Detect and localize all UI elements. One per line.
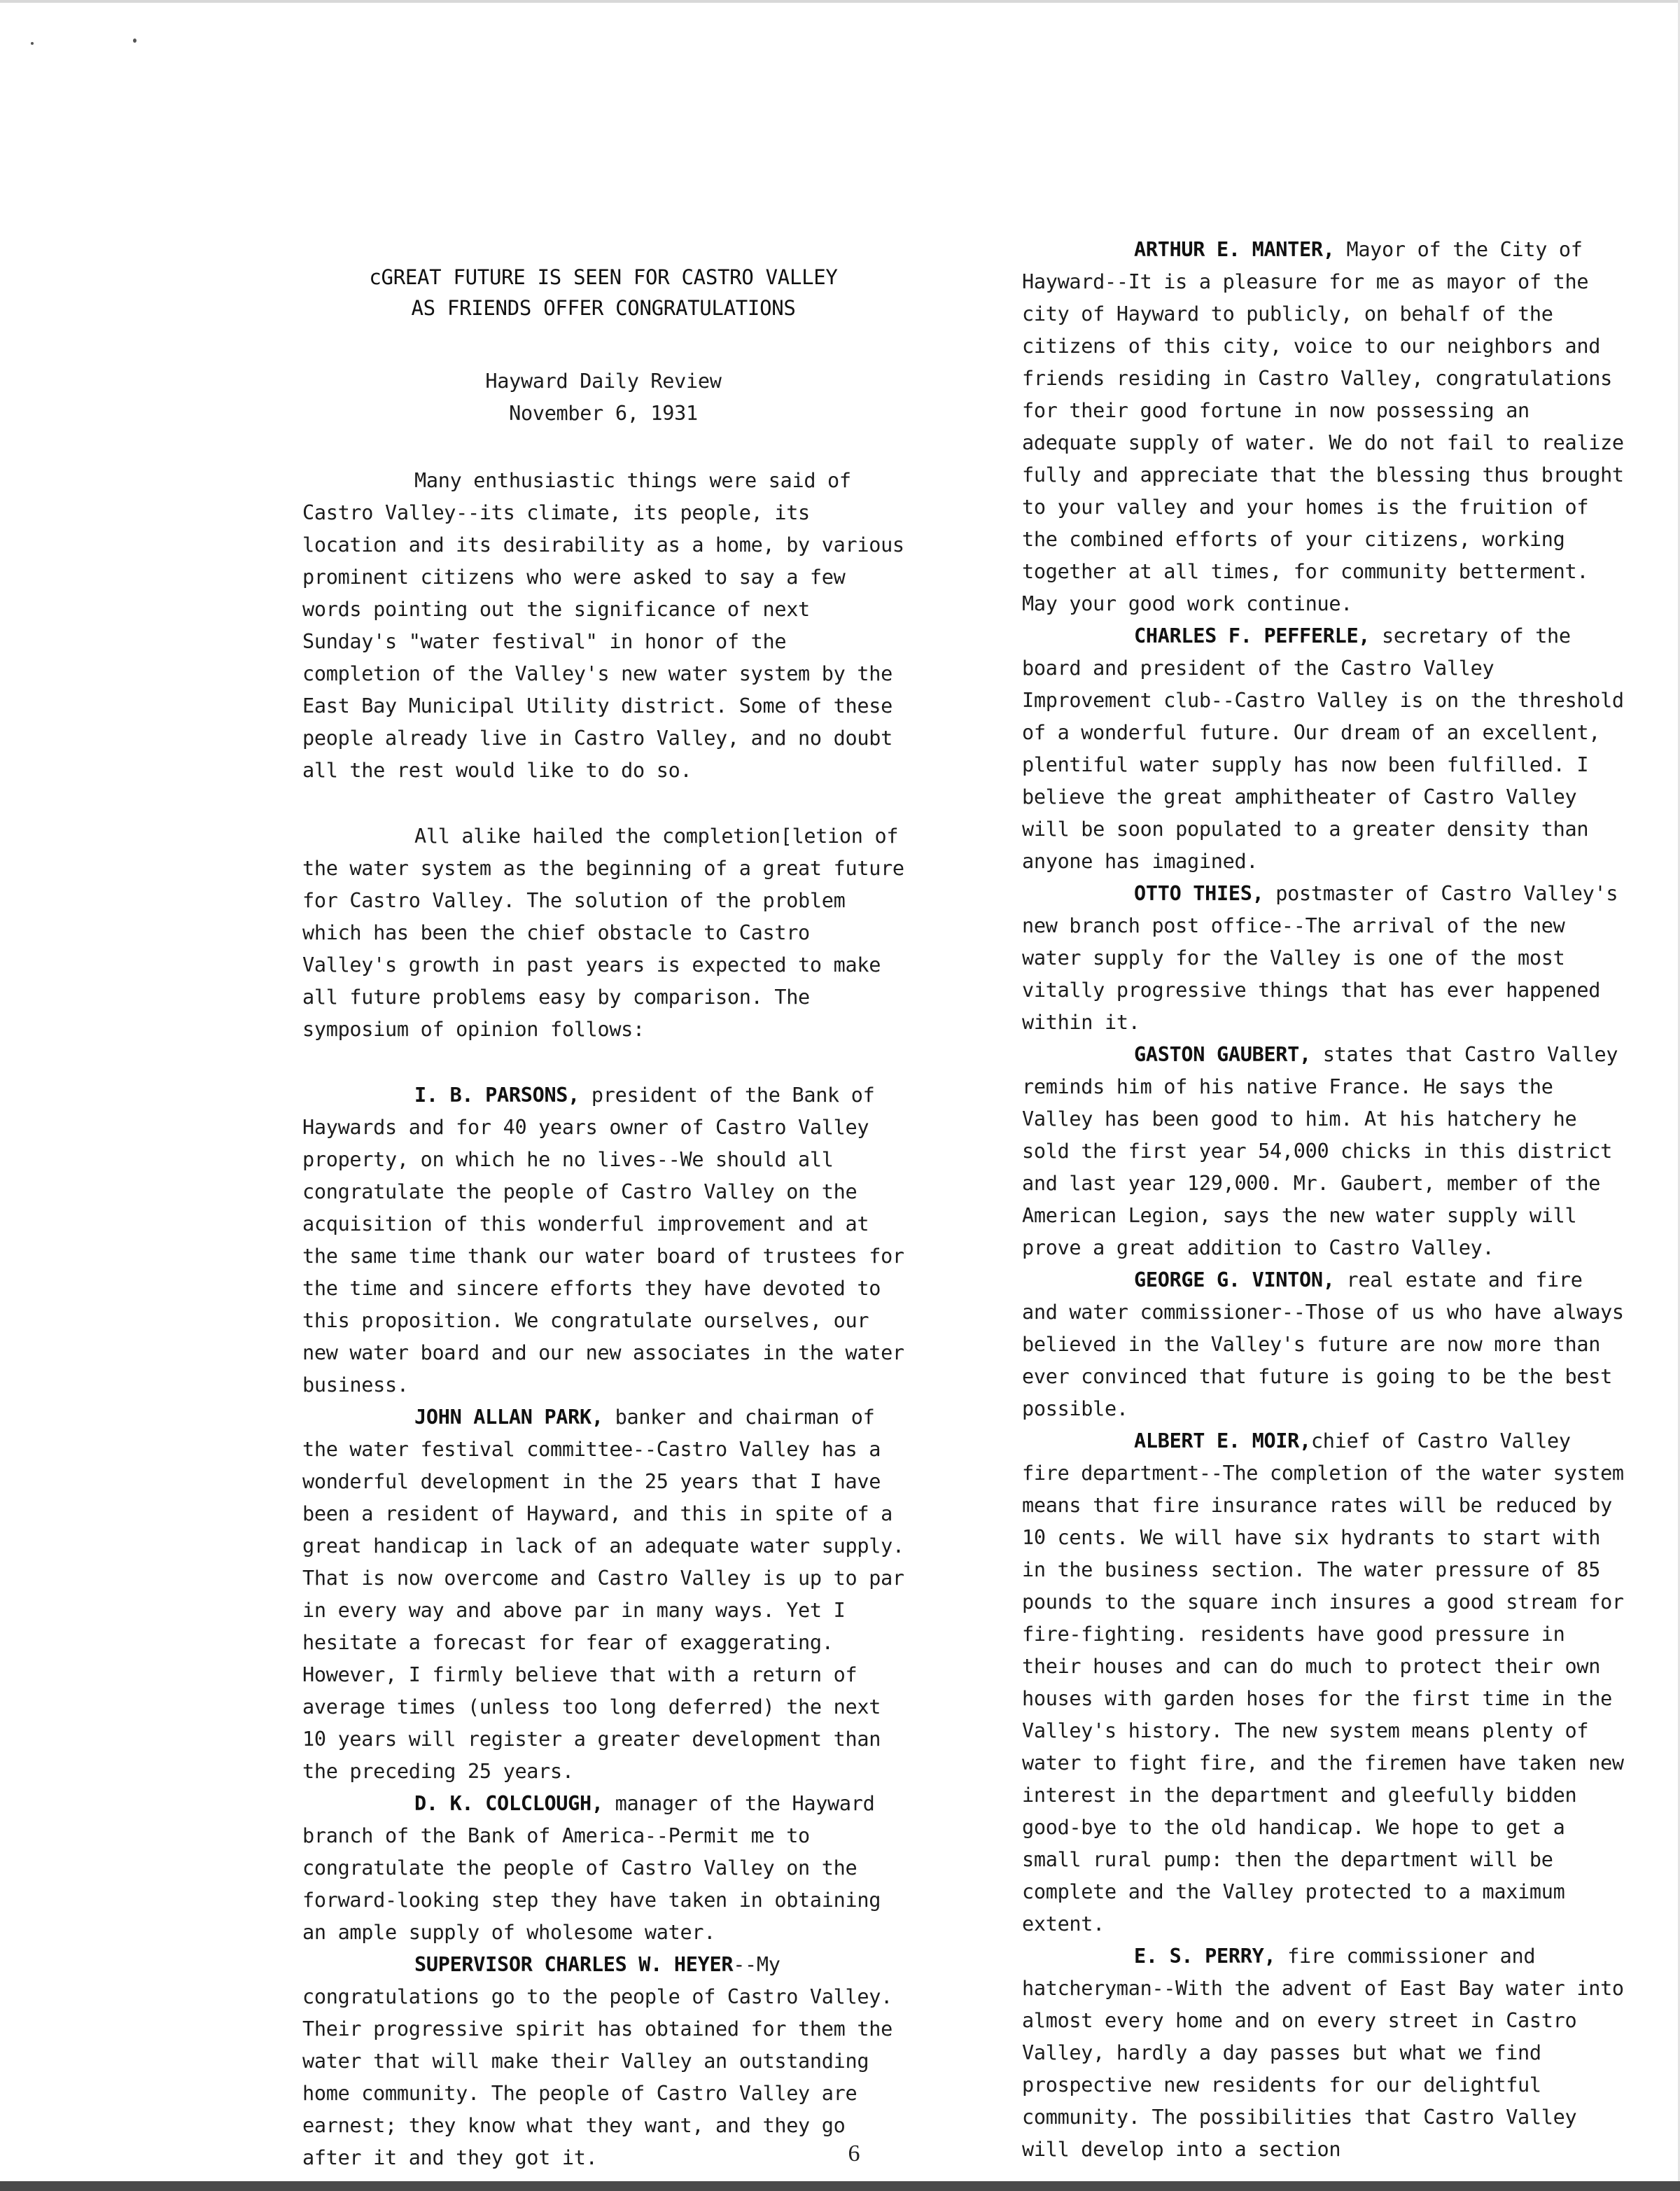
statement-text: secretary of the board and president of the Castro Valley Improvement club--Castro Valley is on the threshold of a wonderful future. Our dream of an excellent, plentiful water supply has now been fulfilled. I believe the great amphitheater of Castro Valley will be soon populated to a greater density than anyone has imagined. [1022, 624, 1624, 873]
scan-speck [133, 38, 136, 43]
speaker-name: JOHN ALLAN PARK, [414, 1406, 603, 1429]
statement-text: --My congratulations go to the people of Castro Valley. Their progressive spirit has obtained for them the water that will make their Valley an outstanding home community. The people of Castro Valley are earnest; they know what they want, and they go after it and they got it. [302, 1953, 892, 2169]
scan-edge-top [0, 0, 1680, 3]
statement-text: manager of the Hayward branch of the Bank of America--Permit me to congratulate the people of Castro Valley on the forward-looking step they have taken in obtaining an ample supply of wholesome water. [302, 1792, 881, 1944]
statement-heyer [302, 1949, 904, 2174]
speaker-name: ALBERT E. MOIR, [1134, 1429, 1311, 1452]
headline: cGREAT FUTURE IS SEEN FOR CASTRO VALLEY AS FRIENDS OFFER CONGRATULATIONS [369, 265, 838, 320]
statement-vinton [1022, 1264, 1624, 1425]
date: November 6, 1931 [509, 402, 698, 425]
dateline [302, 365, 904, 430]
statement-text: banker and chairman of the water festival committee--Castro Valley has a wonderful development in the 25 years that I have been a resident of Hayward, and this in spite of a great handicap in lack of an adequate water supply. That is now overcome and Castro Valley is up to par in every way and above par in many ways. Yet I hesitate a forecast for fear of exaggerating. However, I firmly believe that with a return of average times (unless too long deferred) the next 10 years will register a greater development than the preceding 25 years. [302, 1406, 904, 1783]
second-paragraph: All alike hailed the completion[letion of the water system as the beginning of a great future for Castro Valley. The solution of the problem which has been the chief obstacle to Castro Valley's growth in past years is expected to make all future problems easy by comparison. The symposium of opinion follows: [302, 825, 904, 1041]
statement-parsons [302, 1079, 904, 1401]
speaker-name: I. B. PARSONS, [414, 1084, 580, 1107]
source: Hayward Daily Review [485, 370, 722, 393]
speaker-name: E. S. PERRY, [1134, 1945, 1276, 1968]
statement-text: fire commissioner and hatcheryman--With the advent of East Bay water into almost every home and on every street in Castro Valley, hardly a day passes but what we find prospective new residents for our delightful community. The possibilities that Castro Valley will develop into a section [1022, 1945, 1624, 2161]
scan-edge-bottom [0, 2181, 1680, 2191]
speaker-name: ARTHUR E. MANTER, [1134, 238, 1335, 261]
statement-text: Mayor of the City of Hayward--It is a pleasure for me as mayor of the city of Hayward to publicly, on behalf of the citizens of this city, voice to our neighbors and friends residing in Castro Valley, congratulations for their good fortune in now possessing an adequate supply of water. We do not fail to realize fully and appreciate that the blessing thus brought to your valley and your homes is the fruition of the combined efforts of your citizens, working together at all times, for community betterment. May your good work continue. [1022, 238, 1624, 615]
statement-perry [1022, 1940, 1624, 2166]
statement-text: chief of Castro Valley fire department--The completion of the water system means that fire insurance rates will be reduced by 10 cents. We will have six hydrants to start with in the business section. The water pressure of 85 pounds to the square inch insures a good stream for fire-fighting. residents have good pressure in their houses and can do much to protect their own houses with garden hoses for the first time in the Valley's history. The new system means plenty of water to fight fire, and the firemen have taken new interest in the department and gleefully bidden good-bye to the old handicap. We hope to get a small rural pump: then the department will be complete and the Valley protected to a maximum extent. [1022, 1429, 1624, 1935]
statement-text: postmaster of Castro Valley's new branch post office--The arrival of the new water supply for the Valley is one of the most vitally progressive things that has ever happened within it. [1022, 882, 1618, 1034]
speaker-name: CHARLES F. PEFFERLE, [1134, 624, 1371, 648]
page-number: 6 [848, 2141, 860, 2166]
intro-paragraph: Many enthusiastic things were said of Castro Valley--its climate, its people, its location and its desirability as a home, by various prominent citizens who were asked to say a few words pointing out the significance of next Sunday's "water festival" in honor of the completion of the Valley's new water system by the East Bay Municipal Utility district. Some of these people already live in Castro Valley, and no doubt all the rest would like to do so. [302, 469, 904, 782]
statement-pefferle [1022, 620, 1624, 878]
speaker-name: GASTON GAUBERT, [1134, 1043, 1311, 1066]
statement-text: states that Castro Valley reminds him of his native France. He says the Valley has been good to him. At his hatchery he sold the first year 54,000 chicks in this district and last year 129,000. Mr. Gaubert, member of the American Legion, says the new water supply will prove a great addition to Castro Valley. [1022, 1043, 1618, 1259]
statement-thies [1022, 878, 1624, 1039]
speaker-name: OTTO THIES, [1134, 882, 1264, 905]
statement-gaubert [1022, 1039, 1624, 1264]
statement-text: real estate and fire and water commissioner--Those of us who have always believed in the Valley's future are now more than ever convinced that future is going to be the best possible. [1022, 1268, 1624, 1420]
statement-moir [1022, 1425, 1624, 1940]
scan-speck [31, 42, 34, 45]
speaker-name: GEORGE G. VINTON, [1134, 1268, 1335, 1292]
speaker-name: D. K. COLCLOUGH, [414, 1792, 603, 1815]
statement-manter [1022, 234, 1624, 620]
left-column [302, 234, 904, 2174]
speaker-name: SUPERVISOR CHARLES W. HEYER [414, 1953, 734, 1976]
right-column [1022, 234, 1624, 2166]
statement-park [302, 1401, 904, 1788]
statement-text: president of the Bank of Haywards and for 40 years owner of Castro Valley property, on which he no lives--We should all congratulate the people of Castro Valley on the acquisition of this wonderful improvement and at the same time thank our water board of trustees for the time and sincere efforts they have devoted to this proposition. We congratulate ourselves, our new water board and our new associates in the water business. [302, 1084, 904, 1396]
statement-colclough [302, 1788, 904, 1949]
